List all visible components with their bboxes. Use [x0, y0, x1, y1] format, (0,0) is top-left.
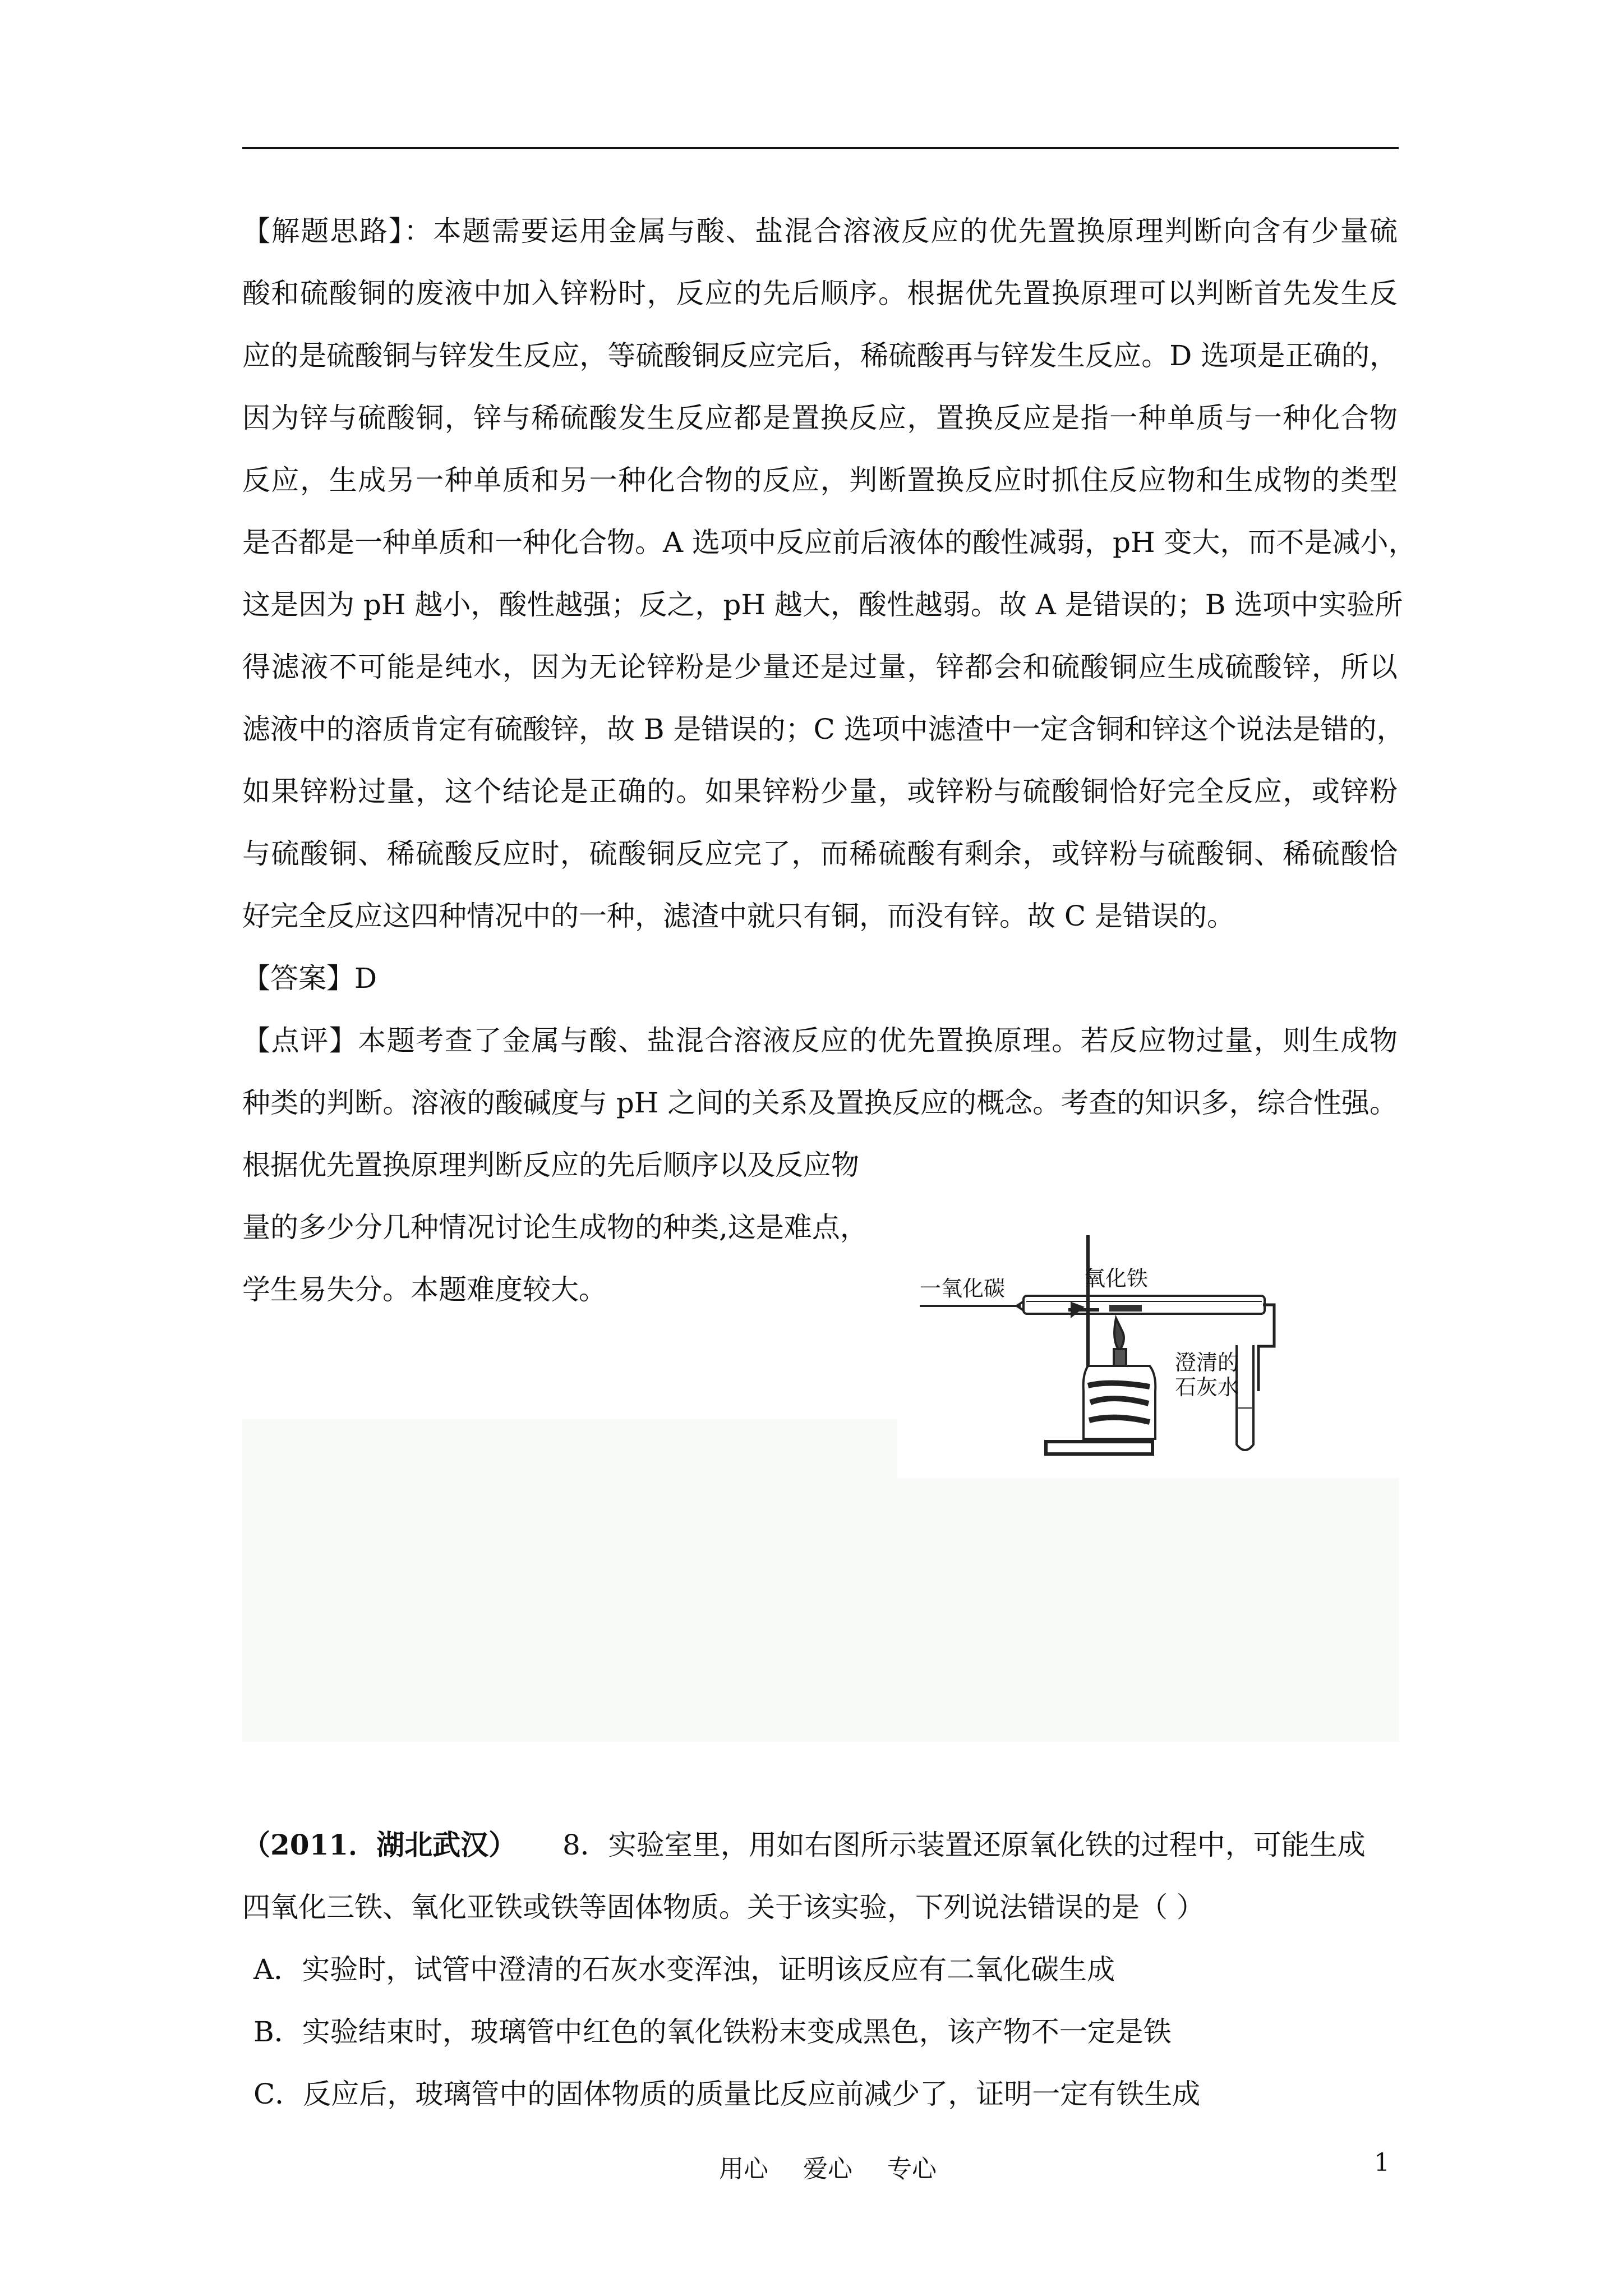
explanation-line: 与硫酸铜、稀硫酸反应时，硫酸铜反应完了，而稀硫酸有剩余，或锌粉与硫酸铜、稀硫酸恰 [242, 838, 1398, 870]
explanation-line: 好完全反应这四种情况中的一种，滤渣中就只有铜，而没有锌。故 C 是错误的。 [242, 900, 1235, 932]
answer: 【答案】D [242, 962, 377, 995]
question-block [242, 1814, 1399, 2125]
question-line-2: 四氧化三铁、氧化亚铁或铁等固体物质。关于该实验，下列说法错误的是（ ） [242, 1891, 1205, 1924]
explanation-line: 因为锌与硫酸铜，锌与稀硫酸发生反应都是置换反应，置换反应是指一种单质与一种化合物 [242, 402, 1398, 434]
label-fe2o3: 氧化铁 [1083, 1266, 1149, 1291]
comment-line: 根据优先置换原理判断反应的先后顺序以及反应物 [242, 1149, 859, 1181]
explanation-line: 反应，生成另一种单质和另一种化合物的反应，判断置换反应时抓住反应物和生成物的类型 [242, 464, 1398, 496]
explanation-line: 应的是硫酸铜与锌发生反应，等硫酸铜反应完后，稀硫酸再与锌发生反应。D 选项是正确的， [242, 339, 1398, 372]
explanation-line: 酸和硫酸铜的废液中加入锌粉时，反应的先后顺序。根据优先置换原理可以判断首先发生反 [242, 277, 1398, 310]
option-b: B．实验结束时，玻璃管中红色的氧化铁粉末变成黑色，该产物不一定是铁 [253, 2016, 1172, 2048]
apparatus-figure [920, 1223, 1284, 1478]
test-tube [1237, 1345, 1253, 1450]
alcohol-lamp [1083, 1318, 1156, 1439]
page-number: 1 [1374, 2148, 1390, 2177]
question-line-1 [242, 1814, 1399, 1876]
option-c: C．反应后，玻璃管中的固体物质的质量比反应前减少了，证明一定有铁生成 [253, 2078, 1201, 2110]
comment-line: 学生易失分。本题难度较大。 [242, 1273, 607, 1306]
header-rule [242, 147, 1399, 149]
explanation-line: 得滤液不可能是纯水，因为无论锌粉是少量还是过量，锌都会和硫酸铜应生成硫酸锌，所以 [242, 651, 1398, 683]
footer-text-3: 专心 [887, 2155, 937, 2183]
comment-line: 种类的判断。溶液的酸碱度与 pH 之间的关系及置换反应的概念。考查的知识多，综合性强。 [242, 1087, 1398, 1119]
explanation-line: 是否都是一种单质和一种化合物。A 选项中反应前后液体的酸性减弱，pH 变大，而不是减小， [242, 526, 1417, 559]
label-limewater-1: 澄清的 [1175, 1350, 1239, 1375]
comment-line: 【点评】本题考查了金属与酸、盐混合溶液反应的优先置换原理。若反应物过量，则生成物 [242, 1024, 1398, 1057]
footer-text-2: 爱心 [803, 2155, 852, 2183]
label-co: 一氧化碳 [920, 1276, 1006, 1301]
background-band [242, 1478, 1399, 1742]
footer-text-1: 用心 [719, 2155, 768, 2183]
option-a: A．实验时，试管中澄清的石灰水变浑浊，证明该反应有二氧化碳生成 [253, 1953, 1115, 1986]
label-limewater-2: 石灰水 [1175, 1375, 1239, 1400]
comment-line: 量的多少分几种情况讨论生成物的种类,这是难点， [242, 1211, 868, 1244]
question-source: （2011．湖北武汉） [242, 1828, 517, 1861]
explanation-line: 如果锌粉过量，这个结论是正确的。如果锌粉少量，或锌粉与硫酸铜恰好完全反应，或锌粉 [242, 775, 1398, 808]
question-stem: 8．实验室里，用如右图所示装置还原氧化铁的过程中，可能生成 [562, 1829, 1366, 1861]
explanation-line: 【解题思路】：本题需要运用金属与酸、盐混合溶液反应的优先置换原理判断向含有少量硫 [242, 215, 1398, 247]
explanation-paragraph [242, 200, 1417, 1321]
explanation-line: 这是因为 pH 越小，酸性越强；反之，pH 越大，酸性越弱。故 A 是错误的；B 选项中实验所 [242, 588, 1403, 621]
explanation-line: 滤液中的溶质肯定有硫酸锌，故 B 是错误的；C 选项中滤渣中一定含铜和锌这个说法是错的， [242, 713, 1405, 746]
delivery-tube [1258, 1305, 1274, 1391]
